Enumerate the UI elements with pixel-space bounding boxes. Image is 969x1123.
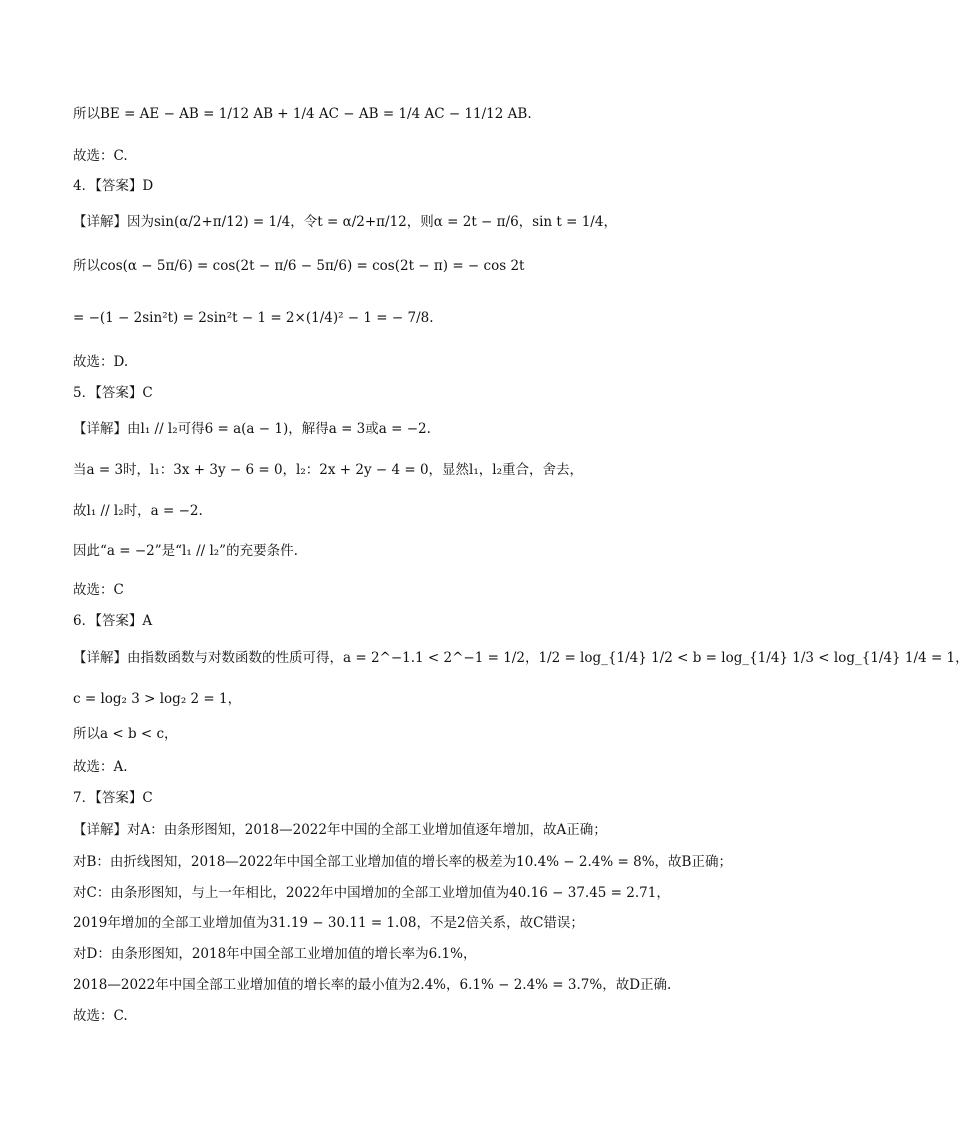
solution-7-line-4: 2019年增加的全部工业增加值为31.19 − 30.11 = 1.08，不是2倍关系，故C错误；	[73, 915, 584, 931]
solution-7-line-1: 【详解】对A：由条形图知，2018—2022年中国的全部工业增加值逐年增加，故A正确；	[73, 822, 607, 838]
solution-5-line-4: 因此“a = −2”是“l₁ // l₂”的充要条件.	[73, 543, 298, 559]
text-line-1: 所以BE = AE − AB = 1/12 AB + 1/4 AC − AB = 1/4 AC − 11/12 AB.	[73, 106, 532, 122]
solution-4-line-3: = −(1 − 2sin²t) = 2sin²t − 1 = 2×(1/4)² − 1 = − 7/8.	[73, 310, 434, 326]
answer-6: 6．【答案】A	[73, 613, 153, 629]
solution-5-line-2: 当a = 3时，l₁：3x + 3y − 6 = 0，l₂：2x + 2y − 4 = 0，显然l₁，l₂重合，舍去，	[73, 462, 584, 478]
solution-7-line-2: 对B：由折线图知，2018—2022年中国全部工业增加值的增长率的极差为10.4% − 2.4% = 8%，故B正确；	[73, 854, 732, 870]
choice-5: 故选：C	[73, 582, 124, 598]
solution-6-line-2: c = log₂ 3 > log₂ 2 = 1，	[73, 691, 242, 707]
solution-6-line-1: 【详解】由指数函数与对数函数的性质可得，a = 2^−1.1 < 2^−1 = 1/2，1/2 = log_{1/4} 1/2 < b = log_{1/4} 1/3 < log_{1/4} 1/4 = 1，	[73, 650, 969, 666]
choice-6: 故选：A.	[73, 759, 128, 775]
solution-7-line-5: 对D：由条形图知，2018年中国全部工业增加值的增长率为6.1%，	[73, 946, 477, 962]
solution-5-line-1: 【详解】由l₁ // l₂可得6 = a(a − 1)，解得a = 3或a = −2.	[73, 421, 431, 437]
solution-5-line-3: 故l₁ // l₂时，a = −2.	[73, 503, 203, 519]
choice-7: 故选：C.	[73, 1008, 128, 1024]
answer-7: 7．【答案】C	[73, 790, 153, 806]
choice-4: 故选：D.	[73, 354, 129, 370]
solution-4-line-1: 【详解】因为sin(α/2+π/12) = 1/4，令t = α/2+π/12，则α = 2t − π/6，sin t = 1/4，	[73, 214, 617, 230]
solution-7-line-3: 对C：由条形图知，与上一年相比，2022年中国增加的全部工业增加值为40.16 − 37.45 = 2.71，	[73, 885, 670, 901]
solution-7-line-6: 2018—2022年中国全部工业增加值的增长率的最小值为2.4%，6.1% − 2.4% = 3.7%，故D正确.	[73, 977, 672, 993]
solution-6-line-3: 所以a < b < c，	[73, 726, 178, 742]
answer-5: 5．【答案】C	[73, 385, 153, 401]
text-line-2: 故选：C.	[73, 148, 128, 164]
answer-4: 4．【答案】D	[73, 178, 154, 194]
solution-4-line-2: 所以cos(α − 5π/6) = cos(2t − π/6 − 5π/6) = cos(2t − π) = − cos 2t	[73, 258, 525, 274]
